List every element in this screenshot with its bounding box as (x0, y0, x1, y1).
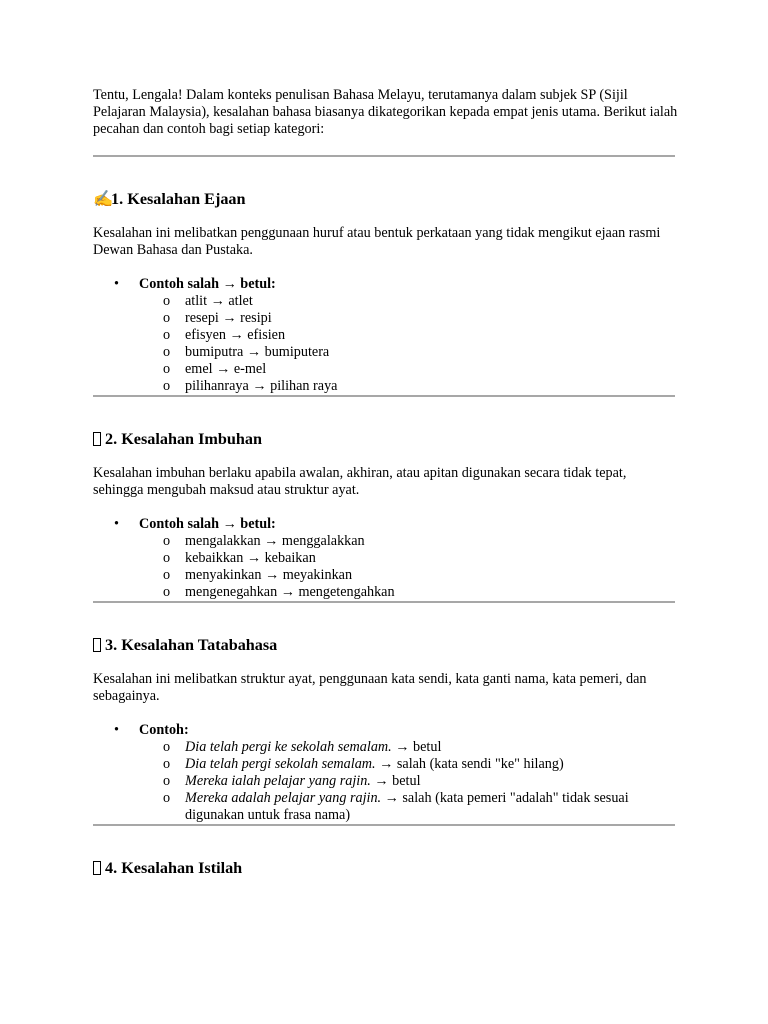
writing-hand-icon: ✍ (93, 190, 114, 208)
example-list (139, 533, 678, 601)
missing-glyph-icon (93, 432, 101, 446)
list-item: o pilihanraya → pilihan raya (139, 378, 678, 395)
divider (93, 395, 675, 397)
bullet-list (93, 516, 678, 601)
list-item: o mengenegahkan → mengetengahkan (139, 584, 678, 601)
example-sentence: Dia telah pergi ke sekolah semalam. (185, 739, 392, 755)
missing-glyph-icon (93, 861, 101, 875)
example-sentence: Dia telah pergi sekolah semalam. (185, 756, 376, 772)
section-heading (93, 635, 678, 655)
example-list (139, 293, 678, 395)
example-verdict: → salah (kata sendi "ke" hilang) (375, 756, 564, 772)
example-sentence: Mereka ialah pelajar yang rajin. (185, 773, 371, 789)
divider (93, 155, 675, 157)
list-item (139, 739, 678, 756)
example-verdict: → betul (391, 739, 442, 755)
list-item: o emel → e-mel (139, 361, 678, 378)
list-item: o bumiputra → bumiputera (139, 344, 678, 361)
list-item (139, 756, 678, 773)
section-title: 1. Kesalahan Ejaan (111, 190, 246, 208)
section-imbuhan (93, 429, 678, 603)
section-description: Kesalahan imbuhan berlaku apabila awalan, akhiran, atau apitan digunakan secara tidak tepat, sehingga mengubah maksud atau struktur ayat. (93, 465, 627, 498)
section-tatabahasa (93, 635, 678, 826)
list-item (139, 773, 678, 790)
example-list (139, 739, 678, 824)
section-title: 3. Kesalahan Tatabahasa (105, 636, 278, 654)
divider (93, 824, 675, 826)
bullet-list (93, 276, 678, 395)
list-item (93, 276, 678, 395)
section-description: Kesalahan ini melibatkan struktur ayat, penggunaan kata sendi, kata ganti nama, kata pemeri, dan sebagainya. (93, 671, 647, 704)
section-heading (93, 189, 678, 209)
document-page (93, 87, 678, 894)
list-item (93, 722, 678, 824)
list-item: o efisyen → efisien (139, 327, 678, 344)
section-heading (93, 858, 678, 878)
section-heading (93, 429, 678, 449)
list-item: o menyakinkan → meyakinkan (139, 567, 678, 584)
list-item (93, 516, 678, 601)
section-ejaan (93, 189, 678, 397)
section-istilah (93, 858, 678, 878)
missing-glyph-icon (93, 638, 101, 652)
section-title: 4. Kesalahan Istilah (105, 859, 243, 877)
divider (93, 601, 675, 603)
intro-paragraph: Tentu, Lengala! Dalam konteks penulisan Bahasa Melayu, terutamanya dalam subjek SP (Sijil Pelajaran Malaysia), kesalahan bahasa biasanya dikategorikan kepada empat jenis utama. Berikut ialah pecahan dan contoh bagi setiap kategori: (93, 87, 678, 137)
bullet-label: Contoh salah → betul: (139, 516, 276, 532)
bullet-label: Contoh: (139, 722, 189, 738)
bullet-label: Contoh salah → betul: (139, 276, 276, 292)
list-item: o mengalakkan → menggalakkan (139, 533, 678, 550)
bullet-list (93, 722, 678, 824)
section-title: 2. Kesalahan Imbuhan (105, 430, 262, 448)
list-item: o resepi → resipi (139, 310, 678, 327)
list-item: o atlit → atlet (139, 293, 678, 310)
section-description: Kesalahan ini melibatkan penggunaan huruf atau bentuk perkataan yang tidak mengikut ejaan rasmi Dewan Bahasa dan Pustaka. (93, 225, 661, 258)
list-item (139, 790, 678, 824)
example-verdict: → salah (kata pemeri "adalah" tidak sesuai digunakan untuk frasa nama) (185, 790, 629, 823)
example-sentence: Mereka adalah pelajar yang rajin. (185, 790, 382, 806)
example-verdict: → betul (370, 773, 421, 789)
list-item: o kebaikkan → kebaikan (139, 550, 678, 567)
